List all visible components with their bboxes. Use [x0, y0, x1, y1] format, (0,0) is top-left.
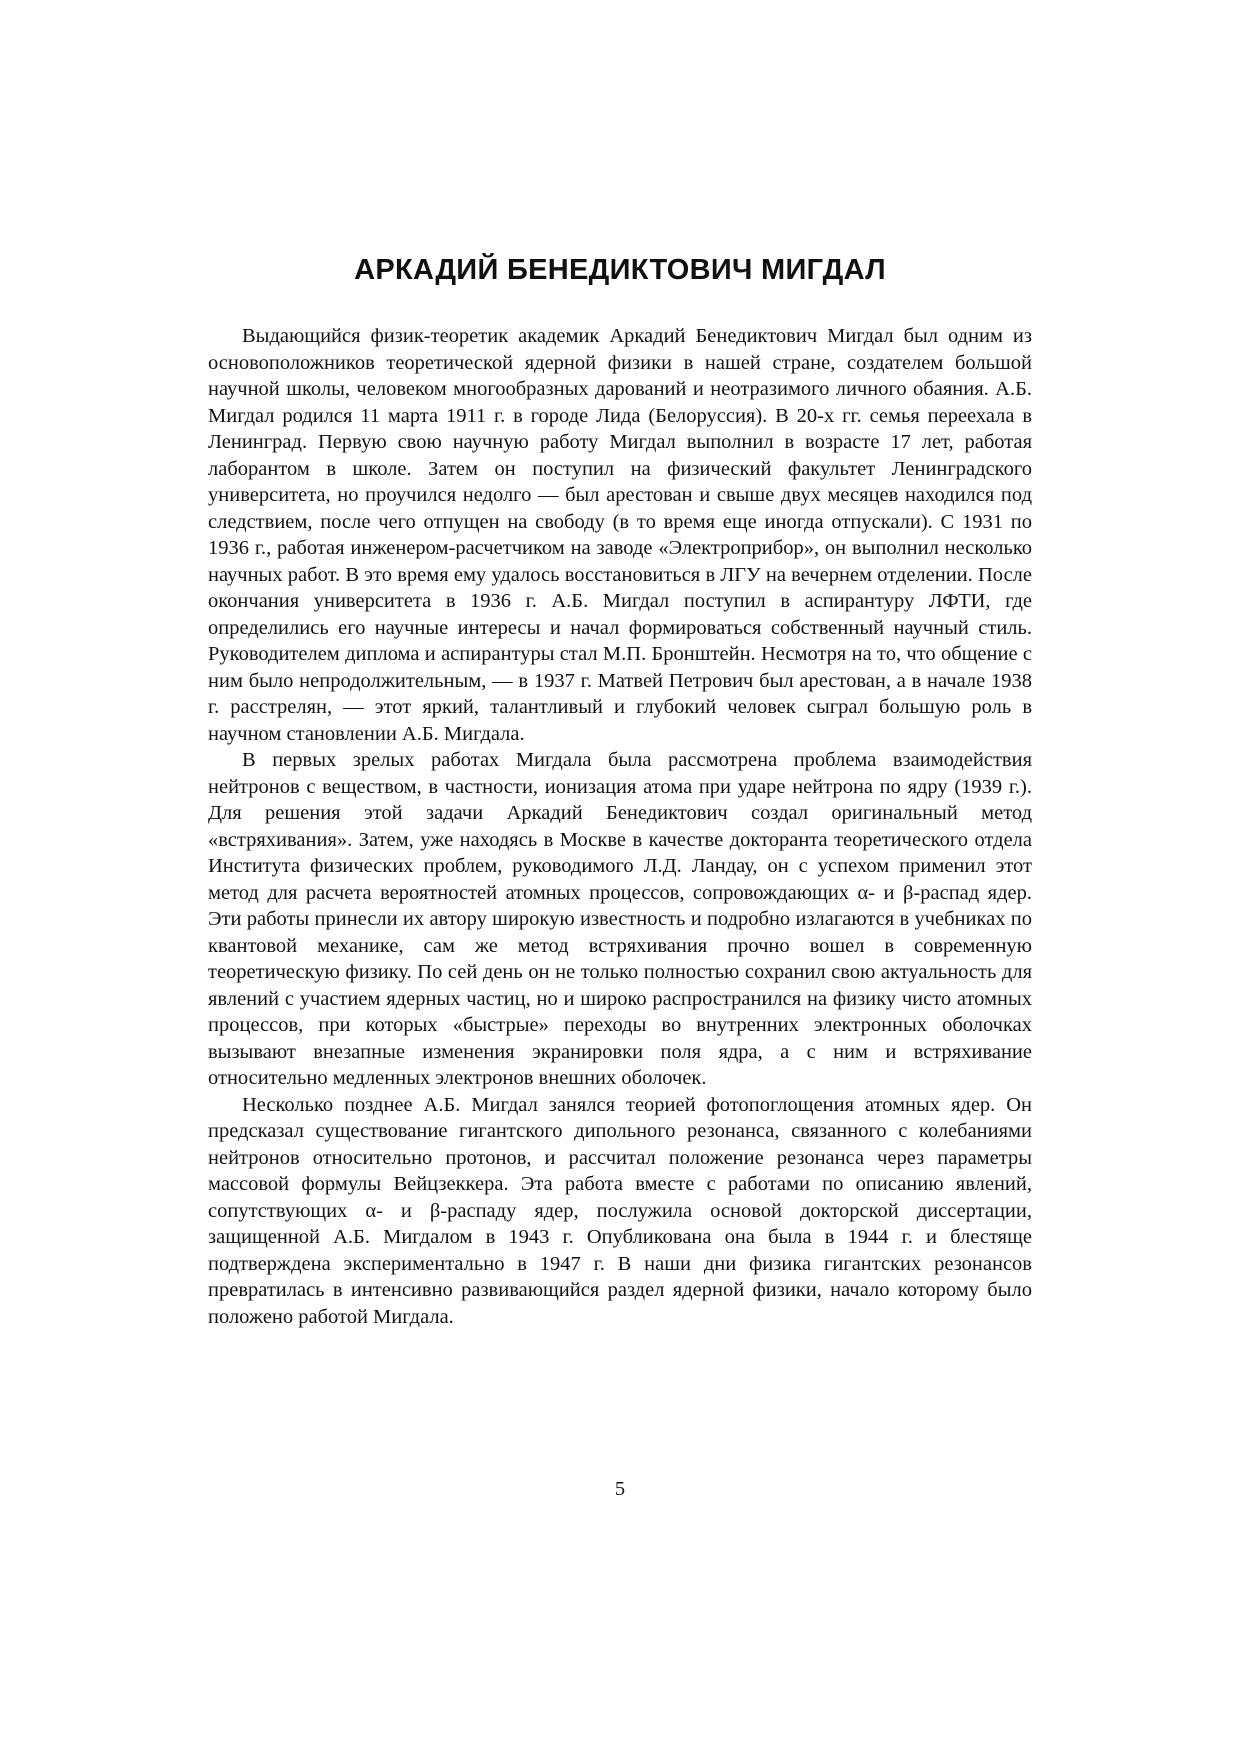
- paragraph-1: Выдающийся физик-теоретик академик Аркадий Бенедиктович Мигдал был одним из основоположников теоретической ядерной физики в нашей стране, создателем большой научной школы, человеком многообразных дарований и неотразимого личного обаяния. А.Б. Мигдал родился 11 марта 1911 г. в городе Лида (Белоруссия). В 20-х гг. семья переехала в Ленинград. Первую свою научную работу Мигдал выполнил в возрасте 17 лет, работая лаборантом в школе. Затем он поступил на физический факультет Ленинградского университета, но проучился недолго — был арестован и свыше двух месяцев находился под следствием, после чего отпущен на свободу (в то время еще иногда отпускали). С 1931 по 1936 г., работая инженером-расчетчиком на заводе «Электроприбор», он выполнил несколько научных работ. В это время ему удалось восстановиться в ЛГУ на вечернем отделении. После окончания университета в 1936 г. А.Б. Мигдал поступил в аспирантуру ЛФТИ, где определились его научные интересы и начал формироваться собственный научный стиль. Руководителем диплома и аспирантуры стал М.П. Бронштейн. Несмотря на то, что общение с ним было непродолжительным, — в 1937 г. Матвей Петрович был арестован, а в начале 1938 г. расстрелян, — этот яркий, талантливый и глубокий человек сыграл большую роль в научном становлении А.Б. Мигдала.: [208, 325, 1032, 745]
- paragraph-3: Несколько позднее А.Б. Мигдал занялся теорией фотопоглощения атомных ядер. Он предсказал существование гигантского дипольного резонанса, связанного с колебаниями нейтронов относительно протонов, и рассчитал положение резонанса через параметры массовой формулы Вейцзеккера. Эта работа вместе с работами по описанию явлений, сопутствующих α- и β-распаду ядер, послужила основой докторской диссертации, защищенной А.Б. Мигдалом в 1943 г. Опубликована она была в 1944 г. и блестяще подтверждена экспериментально в 1947 г. В наши дни физика гигантских резонансов превратилась в интенсивно развивающийся раздел ядерной физики, начало которому было положено работой Мигдала.: [208, 1093, 1032, 1328]
- page-title: АРКАДИЙ БЕНЕДИКТОВИЧ МИГДАЛ: [354, 254, 886, 286]
- page-number: 5: [614, 1478, 626, 1500]
- article-body: [208, 323, 1032, 1330]
- paragraph-2: В первых зрелых работах Мигдала была рассмотрена проблема взаимодействия нейтронов с веществом, в частности, ионизация атома при ударе нейтрона по ядру (1939 г.). Для решения этой задачи Аркадий Бенедиктович создал оригинальный метод «встряхивания». Затем, уже находясь в Москве в качестве докторанта теоретического отдела Института физических проблем, руководимого Л.Д. Ландау, он с успехом применил этот метод для расчета вероятностей атомных процессов, сопровождающих α- и β-распад ядер. Эти работы принесли их автору широкую известность и подробно излагаются в учебниках по квантовой механике, сам же метод встряхивания прочно вошел в современную теоретическую физику. По сей день он не только полностью сохранил свою актуальность для явлений с участием ядерных частиц, но и широко распространился на физику чисто атомных процессов, при которых «быстрые» переходы во внутренних электронных оболочках вызывают внезапные изменения экранировки поля ядра, а с ним и встряхивание относительно медленных электронов внешних оболочек.: [208, 749, 1032, 1089]
